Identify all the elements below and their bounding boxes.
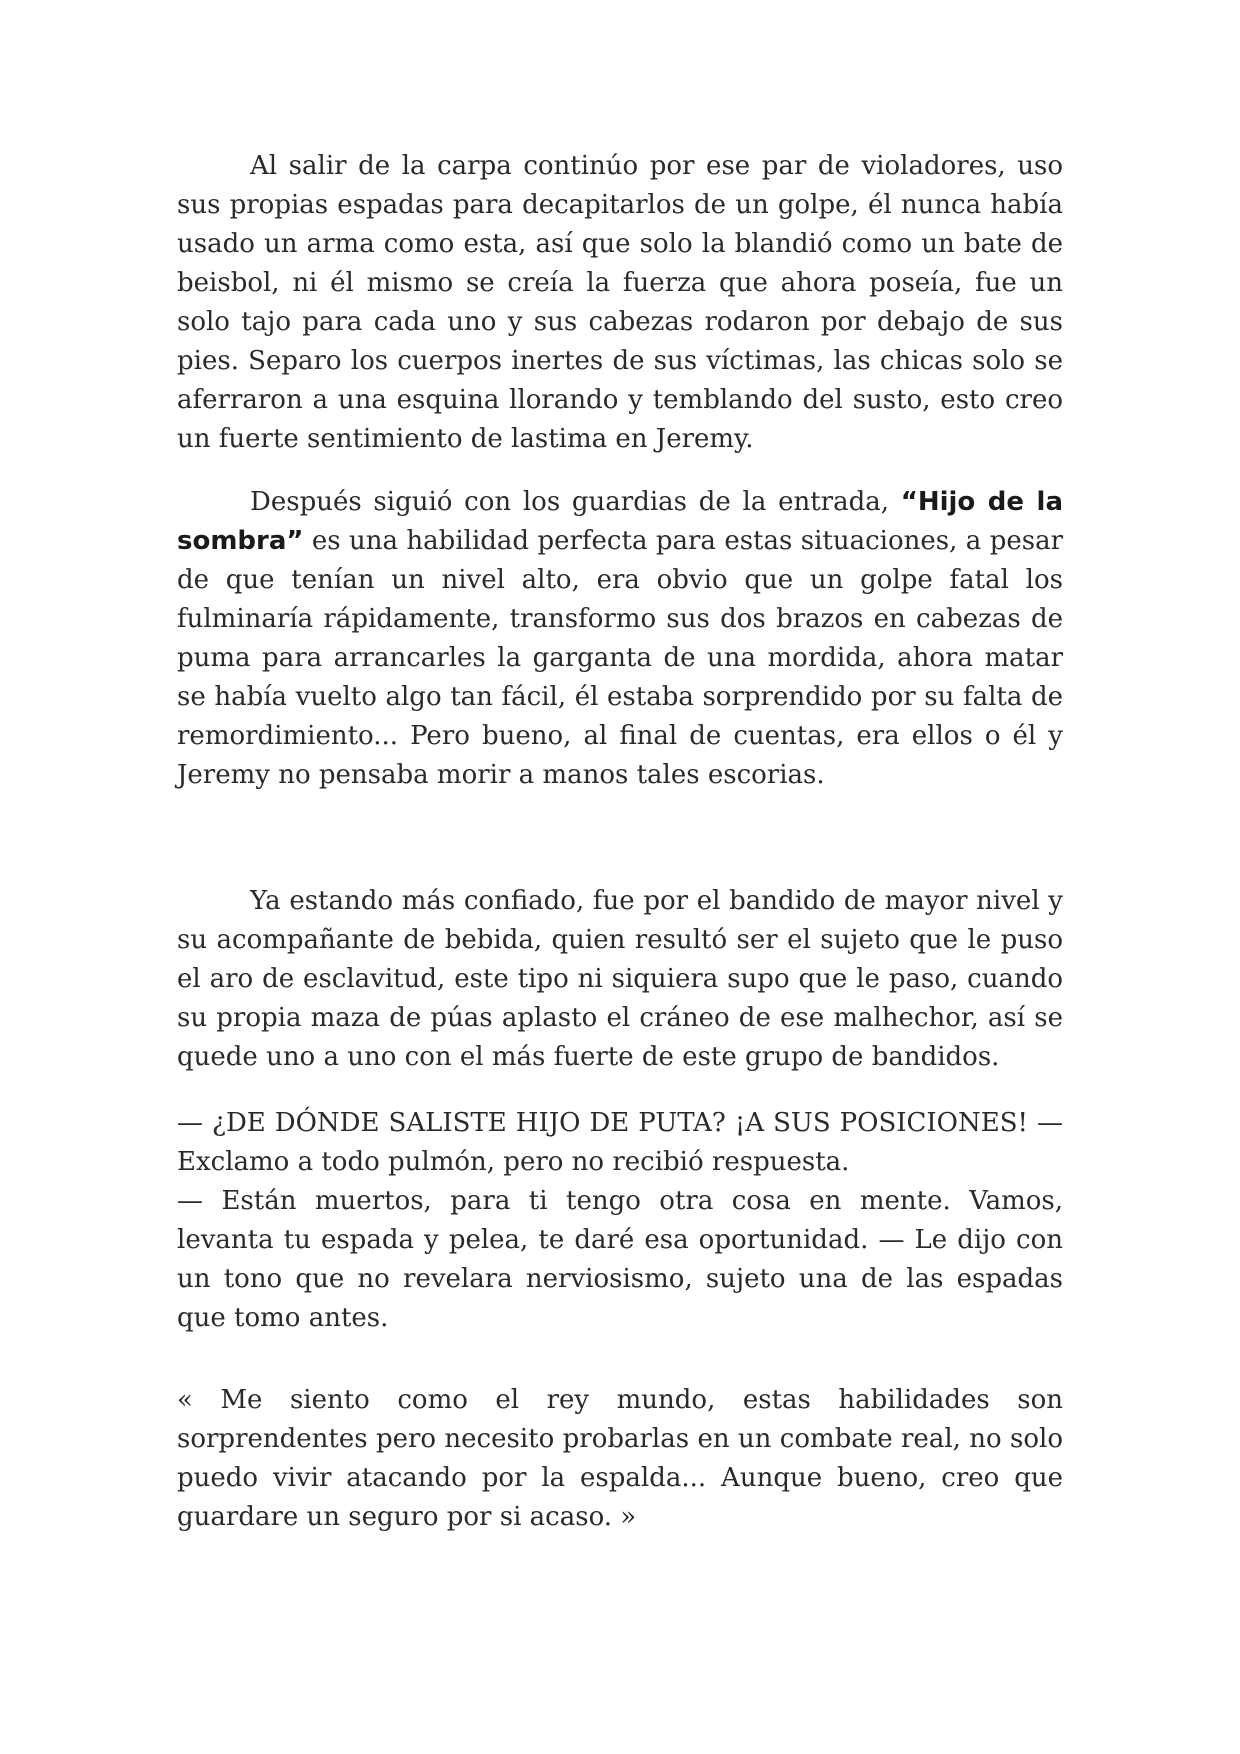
inner-thought: « Me siento como el rey mundo, estas habilidades son sorprendentes pero necesito probarlas en un combate real, no solo puedo vivir atacando por la espalda... Aunque bueno, creo que guardare un seguro por si acaso. » xyxy=(177,1385,1063,1532)
dialogue-bandit-shout: — ¿DE DÓNDE SALISTE HIJO DE PUTA? ¡A SUS POSICIONES! — Exclamo a todo pulmón, pero no recibió respuesta. xyxy=(177,1108,1063,1177)
skill-name-hijo-de-la-sombra: “Hijo de la sombra” xyxy=(177,487,1064,556)
paragraph-guardias xyxy=(177,483,1063,795)
paragraph-bandido: Ya estando más confiado, fue por el bandido de mayor nivel y su acompañante de bebida, quien resultó ser el sujeto que le puso el aro de esclavitud, este tipo ni siquiera supo que le paso, cuando su propia maza de púas aplasto el cráneo de ese malhechor, así se quede uno a uno con el más fuerte de este grupo de bandidos. xyxy=(177,886,1063,1072)
paragraph-carpa: Al salir de la carpa continúo por ese par de violadores, uso sus propias espadas para decapitarlos de un golpe, él nunca había usado un arma como esta, así que solo la blandió como un bate de beisbol, ni él mismo se creía la fuerza que ahora poseía, fue un solo tajo para cada uno y sus cabezas rodaron por debajo de sus pies. Separo los cuerpos inertes de sus víctimas, las chicas solo se aferraron a una esquina llorando y temblando del susto, esto creo un fuerte sentimiento de lastima en Jeremy. xyxy=(177,151,1063,454)
paragraph-guardias-text-end: es una habilidad perfecta para estas situaciones, a pesar de que tenían un nivel alto, era obvio que un golpe fatal los fulminaría rápidamente, transformo sus dos brazos en cabezas de puma para arrancarles la garganta de una mordida, ahora matar se había vuelto algo tan fácil, él estaba sorprendido por su falta de remordimiento... Pero bueno, al final de cuentas, era ellos o él y Jeremy no pensaba morir a manos tales escorias. xyxy=(177,526,1063,790)
paragraph-guardias-text-start: Después siguió con los guardias de la entrada, xyxy=(250,487,901,517)
dialogue-jeremy-reply: — Están muertos, para ti tengo otra cosa en mente. Vamos, levanta tu espada y pelea, te daré esa oportunidad. — Le dijo con un tono que no revelara nerviosismo, sujeto una de las espadas que tomo antes. xyxy=(177,1186,1063,1333)
